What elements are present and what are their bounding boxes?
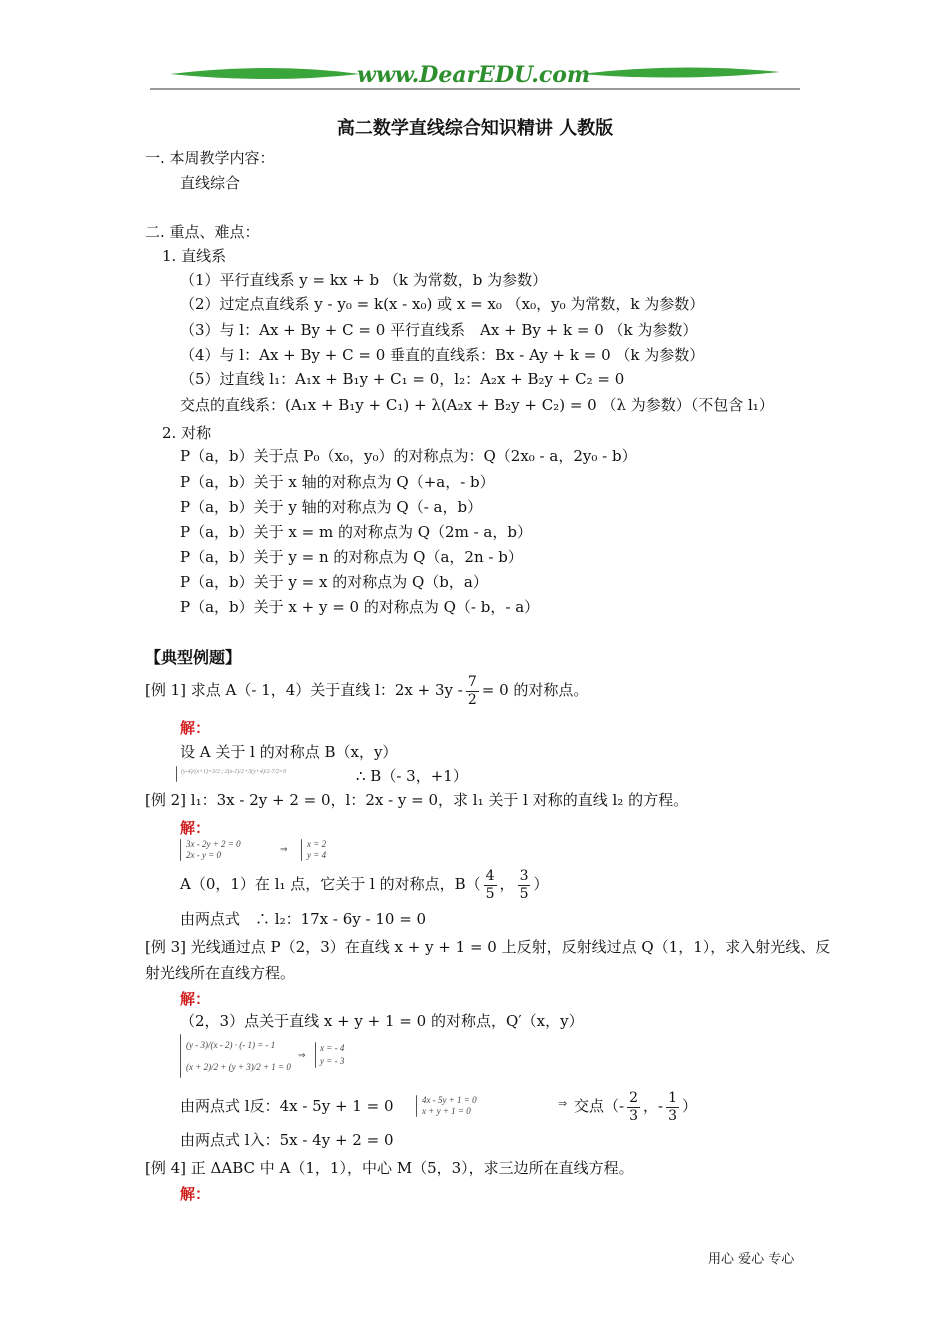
equation-brace bbox=[416, 1095, 417, 1117]
example3-eqB: (x + 2)/2 + (y + 3)/2 + 1 = 0 bbox=[186, 1062, 291, 1072]
equation-brace bbox=[301, 839, 302, 861]
solution-label: 解： bbox=[180, 719, 211, 737]
example1-question-pre: [例 1] 求点 A（- 1，4）关于直线 l：2x + 3y - bbox=[145, 681, 463, 699]
fraction: $\frac{7}{2}$ bbox=[467, 673, 477, 708]
example2-question: [例 2] l₁：3x - 2y + 2 = 0，l：2x - y = 0，求 l₁ 关于 l 对称的直线 l₂ 的方程。 bbox=[145, 791, 689, 809]
section1-heading: 一. 本周教学内容： bbox=[145, 149, 275, 167]
line-system-3: （3）与 l：Ax + By + C = 0 平行直线系 Ax + By + k = 0 （k 为参数） bbox=[180, 321, 698, 339]
example2-step3: 由两点式 ∴ l₂：17x - 6y - 10 = 0 bbox=[180, 910, 427, 928]
implies-arrow-icon: ⇒ bbox=[558, 1098, 568, 1110]
symmetry-item: P（a，b）关于 y = n 的对称点为 Q（a，2n - b） bbox=[180, 548, 523, 566]
line-system-6: 交点的直线系：(A₁x + B₁y + C₁) + λ(A₂x + B₂y + C₂) = 0 （λ 为参数）（不包含 l₁） bbox=[180, 396, 774, 414]
section1-body: 直线综合 bbox=[180, 174, 241, 192]
example2-res1: x = 2 bbox=[307, 839, 327, 849]
section2-heading: 二. 重点、难点： bbox=[145, 223, 260, 241]
line-system-5: （5）过直线 l₁：A₁x + B₁y + C₁ = 0，l₂：A₂x + B₂y + C₂ = 0 bbox=[180, 370, 625, 388]
symmetry-item: P（a，b）关于 x = m 的对称点为 Q（2m - a，b） bbox=[180, 523, 532, 541]
solution-label: 解： bbox=[180, 1185, 211, 1203]
equation-brace bbox=[315, 1042, 316, 1068]
example3-eqC: 4x - 5y + 1 = 0 bbox=[422, 1095, 477, 1105]
part1-heading: 1. 直线系 bbox=[162, 247, 227, 265]
symmetry-item: P（a，b）关于 x + y = 0 的对称点为 Q（- b，- a） bbox=[180, 598, 540, 616]
line-system-4: （4）与 l：Ax + By + C = 0 垂直的直线系：Bx - Ay + k = 0 （k 为参数） bbox=[180, 346, 705, 364]
line-system-1: （1）平行直线系 y = kx + b （k 为常数，b 为参数） bbox=[180, 271, 548, 289]
example3-question-line2: 射光线所在直线方程。 bbox=[145, 964, 296, 982]
example2-eq1: 3x - 2y + 2 = 0 bbox=[186, 839, 241, 849]
fraction: $\frac{3}{5}$ bbox=[519, 867, 529, 902]
logo-text: www.DearEDU.com bbox=[357, 62, 591, 88]
implies-arrow-icon: ⇒ bbox=[298, 1050, 306, 1060]
symmetry-item: P（a，b）关于 y 轴的对称点为 Q（- a，b） bbox=[180, 498, 483, 516]
example3-eqD: x + y + 1 = 0 bbox=[422, 1106, 471, 1116]
examples-heading: 【典型例题】 bbox=[145, 648, 242, 667]
example3-resB: y = - 3 bbox=[320, 1056, 345, 1066]
example2-res2: y = 4 bbox=[307, 850, 327, 860]
example1-result: ∴ B（- 3，+1） bbox=[356, 767, 468, 785]
example3-step1: （2，3）点关于直线 x + y + 1 = 0 的对称点，Q′（x，y） bbox=[180, 1012, 584, 1030]
example3-intersection: 交点（- $\frac{2}{3}$ ，- $\frac{1}{3}$ ） bbox=[574, 1089, 698, 1124]
equation-brace bbox=[180, 839, 181, 861]
equation-brace bbox=[176, 766, 177, 782]
example2-eq2: 2x - y = 0 bbox=[186, 850, 222, 860]
example1-step1: 设 A 关于 l 的对称点 B（x，y） bbox=[180, 743, 398, 761]
example2-step2: A（0，1）在 l₁ 点，它关于 l 的对称点，B（ $\frac{4}{5}$ ， $\frac{3}{5}$ ） bbox=[180, 867, 549, 902]
example3-step4: 由两点式 l入：5x - 4y + 2 = 0 bbox=[180, 1131, 394, 1149]
symmetry-item: P（a，b）关于点 P₀（x₀，y₀）的对称点为：Q（2x₀ - a，2y₀ - b） bbox=[180, 447, 637, 465]
fraction: $\frac{1}{3}$ bbox=[668, 1089, 677, 1124]
part2-heading: 2. 对称 bbox=[162, 424, 212, 442]
example4-question: [例 4] 正 ΔABC 中 A（1，1），中心 M（5，3），求三边所在直线方程。 bbox=[145, 1159, 634, 1177]
example3-step3: 由两点式 l反：4x - 5y + 1 = 0 bbox=[180, 1097, 394, 1115]
example3-eqA: (y - 3)/(x - 2) · (- 1) = - 1 bbox=[186, 1040, 276, 1050]
header-logo bbox=[150, 60, 800, 92]
example3-question-line1: [例 3] 光线通过点 P（2，3）在直线 x + y + 1 = 0 上反射，反射线过点 Q（1，1），求入射光线、反 bbox=[145, 938, 831, 956]
symmetry-item: P（a，b）关于 x 轴的对称点为 Q（+a，- b） bbox=[180, 473, 495, 491]
line-system-2: （2）过定点直线系 y - y₀ = k(x - x₀) 或 x = x₀ （x₀，y₀ 为常数，k 为参数） bbox=[180, 295, 705, 313]
page-title: 高二数学直线综合知识精讲 人教版 bbox=[336, 118, 614, 139]
page-footer: 用心 爱心 专心 bbox=[708, 1252, 795, 1267]
example1-small-system: (y-4)/(x+1)=3/2 ; 2(x-1)/2+3(y+4)/2-7/2=0 bbox=[181, 769, 287, 775]
fraction: $\frac{4}{5}$ bbox=[485, 867, 495, 902]
example3-resA: x = - 4 bbox=[320, 1043, 345, 1053]
example1-question-post: = 0 的对称点。 bbox=[481, 681, 589, 699]
symmetry-item: P（a，b）关于 y = x 的对称点为 Q（b，a） bbox=[180, 573, 488, 591]
solution-label: 解： bbox=[180, 819, 211, 837]
fraction: $\frac{2}{3}$ bbox=[629, 1089, 638, 1124]
example1-question bbox=[145, 671, 588, 709]
equation-brace bbox=[180, 1034, 181, 1078]
solution-label: 解： bbox=[180, 990, 211, 1008]
implies-arrow-icon: ⇒ bbox=[280, 844, 288, 854]
